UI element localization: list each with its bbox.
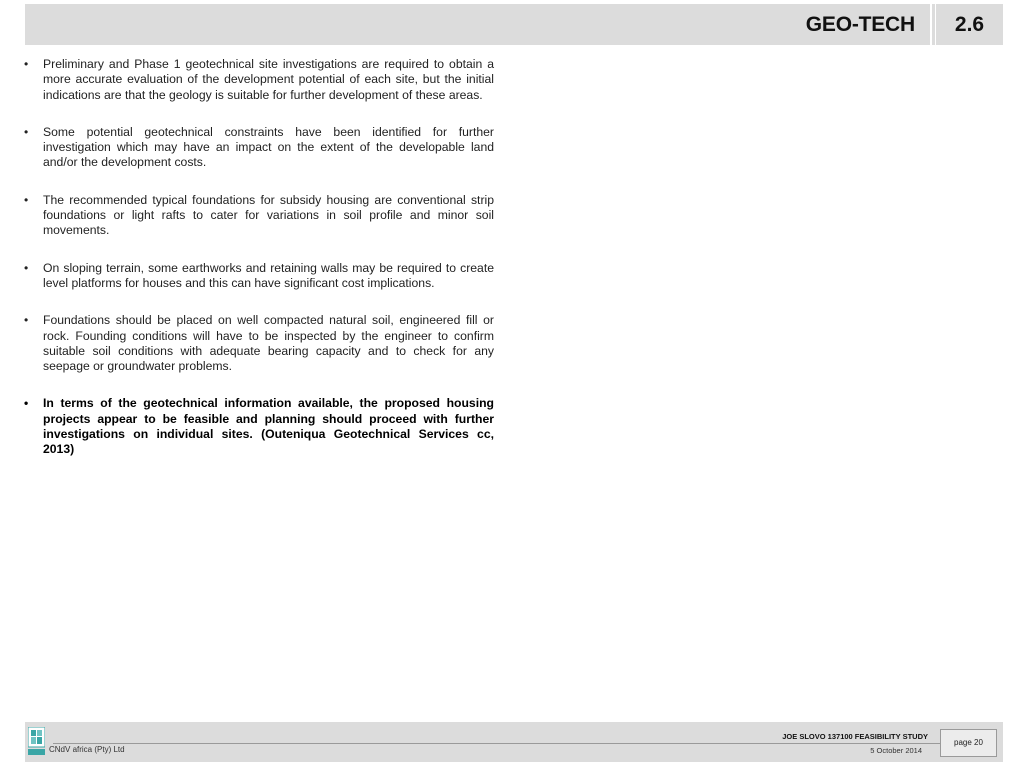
footer-divider [53,743,957,744]
bullet-icon: • [24,313,29,328]
bullet-item-1 [24,57,494,103]
bullet-icon: • [24,124,29,139]
bullet-text: Preliminary and Phase 1 geotechnical site investigations are required to obtain a more accurate evaluation of the development potential of each site, but the initial indications are that the geology is suitable for further development of these areas. [43,57,494,102]
bullet-icon: • [24,260,29,275]
page-number: page 20 [940,729,997,757]
section-number: 2.6 [954,13,985,36]
bullet-text: Some potential geotechnical constraints have been identified for further investigation which may have an impact on the extent of the developable land and/or the development costs. [43,124,494,170]
header-divider [930,4,932,45]
bullet-icon: • [24,57,29,71]
bullet-list [24,57,494,480]
bullet-text: The recommended typical foundations for subsidy housing are conventional strip foundations or light rafts to cater for variations in soil profile and minor soil movements. [43,192,494,238]
bullet-item-3 [24,193,494,239]
cndv-logo-icon [28,727,45,757]
study-date: 5 October 2014 [870,746,922,755]
bullet-item-4 [24,261,494,292]
bullet-text: On sloping terrain, some earthworks and retaining walls may be required to create level platforms for houses and this can have significant cost implications. [43,260,494,290]
bullet-item-2 [24,125,494,171]
bullet-text: Foundations should be placed on well compacted natural soil, engineered fill or rock. Founding conditions will have to be inspected by the engineer to confirm suitable soil conditions with adequate bearing capacity and to check for any seepage or groundwater problems. [43,313,494,374]
bullet-icon: • [24,192,29,207]
study-title: JOE SLOVO 137100 FEASIBILITY STUDY [782,732,928,741]
bullet-item-5 [24,313,494,374]
header-bar [25,4,1003,45]
bullet-icon: • [24,396,29,411]
footer-bar [25,722,1003,762]
company-name: CNdV africa (Pty) Ltd [49,745,125,754]
section-title: GEO-TECH [805,13,915,36]
bullet-item-conclusion [24,396,494,457]
bullet-text: In terms of the geotechnical information available, the proposed housing projects appear to be feasible and planning should proceed with further investigations on individual sites. (Outeniqua Geotechnical Services cc, 2013) [43,396,494,457]
